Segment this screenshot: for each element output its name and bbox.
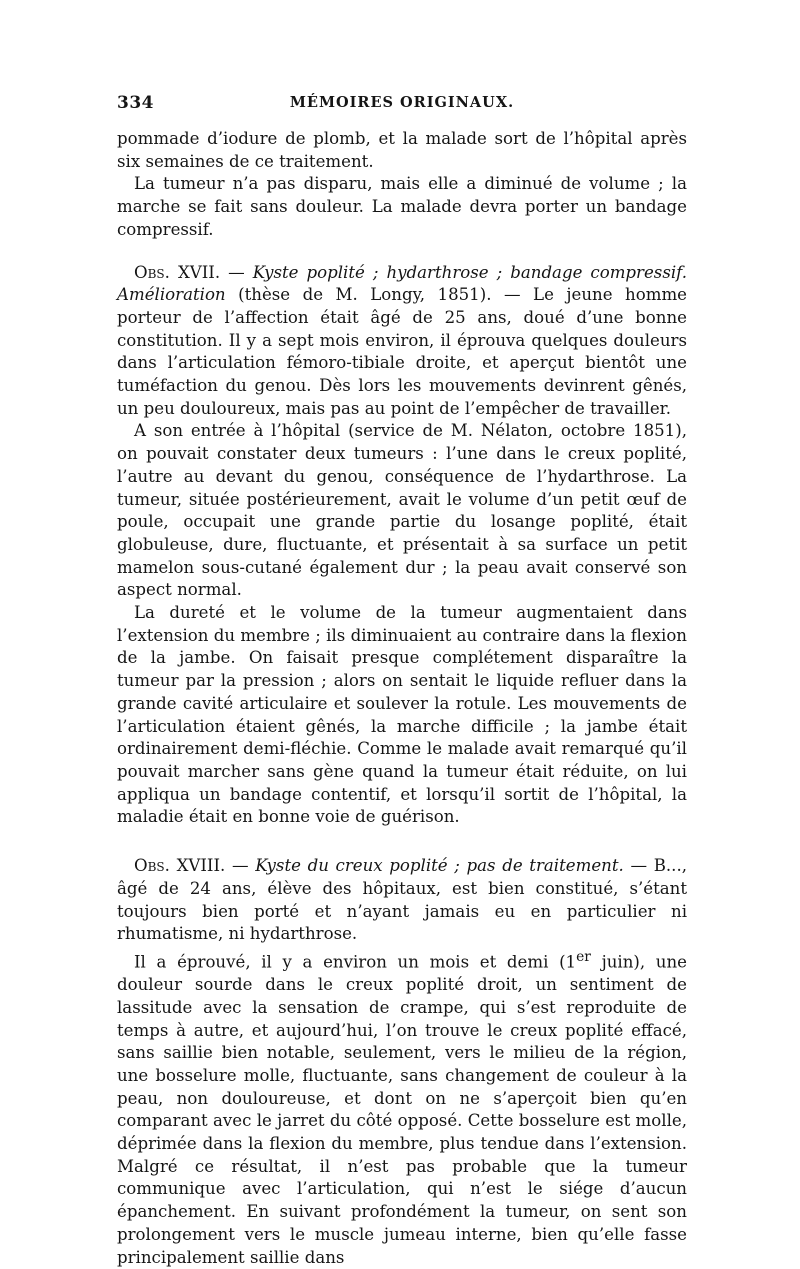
paragraph xyxy=(117,173,687,241)
paragraph-text: A son entrée à l’hôpital (service de M. Nélaton, octobre 1851), on pouvait constater deux tumeurs : l’une dans le creux poplité, l’autre au devant du genou, conséquence de l’hydarthrose. La tumeur, située postérieurement, avait le volume d’un petit œuf de poule, occupait une grande partie du losange poplité, était globuleuse, dure, fluctuante, et présentait à sa surface un petit mamelon sous-cutané également dur ; la peau avait conservé son aspect normal. xyxy=(117,421,687,600)
running-head xyxy=(117,93,687,121)
body-text xyxy=(117,128,687,1269)
observation-label: Obs. XVII. xyxy=(134,262,221,282)
observation-dash: — xyxy=(225,856,256,876)
paragraph-text: La tumeur n’a pas disparu, mais elle a diminué de volume ; la marche se fait sans douleur. La malade devra porter un bandage compressif. xyxy=(117,174,687,239)
paragraph xyxy=(117,946,687,1269)
paragraph-text: — B..., âgé de 24 ans, élève des hôpitaux, est bien constitué, s’étant toujours bien porté et n’ayant jamais eu en particulier ni rhumatisme, ni hydarthrose. xyxy=(117,856,687,944)
paragraph xyxy=(117,128,687,173)
paragraph-text: juin), une douleur sourde dans le creux poplité droit, un sentiment de lassitude avec la sensation de crampe, qui s’est reproduite de temps à autre, et aujourd’hui, l’on trouve le creux poplité effacé, sans saillie bien notable, seulement, vers le milieu de la région, une bosselure molle, fluctuante, sans changement de couleur à la peau, non douloureuse, et dont on ne s’aperçoit bien qu’en comparant avec le jarret du côté opposé. Cette bosselure est molle, déprimée dans la flexion du membre, plus tendue dans l’extension. Malgré ce résultat, il n’est pas probable que la tumeur communique avec l’articulation, qui n’est le siége d’aucun épanchement. En suivant profondément la tumeur, on sent son prolongement vers le muscle jumeau interne, bien qu’elle fasse principalement saillie dans xyxy=(117,952,687,1267)
observation-label: Obs. XVIII. xyxy=(134,856,226,876)
observation-title: Kyste poplité ; hydarthrose ; bandage compressif. Amélioration xyxy=(117,262,687,305)
journal-title: MÉMOIRES ORIGINAUX. xyxy=(289,94,515,111)
observation-xviii xyxy=(117,855,687,946)
paragraph-text-lead: Il a éprouvé, il y a environ un mois et demi (1 xyxy=(134,952,577,972)
page-number: 334 xyxy=(117,93,154,113)
observation-xvii xyxy=(117,262,687,421)
paragraph xyxy=(117,420,687,602)
paragraph xyxy=(117,602,687,829)
paragraph-text: (thèse de M. Longy, 1851). — Le jeune homme porteur de l’affection était âgé de 25 ans, doué d’une bonne constitution. Il y a sept mois environ, il éprouva quelques douleurs dans l’articulation fémoro-tibiale droite, et aperçut bientôt une tuméfaction du genou. Dès lors les mouvements devinrent gênés, un peu douloureux, mais pas au point de l’empêcher de travailler. xyxy=(117,285,687,418)
paragraph-text: pommade d’iodure de plomb, et la malade sort de l’hôpital après six semaines de ce traitement. xyxy=(117,129,687,171)
observation-dash: — xyxy=(220,262,253,282)
observation-title: Kyste du creux poplité ; pas de traitement. xyxy=(255,856,624,876)
ordinal-superscript: er xyxy=(576,948,591,965)
paragraph-text: La dureté et le volume de la tumeur augmentaient dans l’extension du membre ; ils diminuaient au contraire dans la flexion de la jambe. On faisait presque complétement disparaître la tumeur par la pression ; alors on sentait le liquide refluer dans la grande cavité articulaire et soulever la rotule. Les mouvements de l’articulation étaient gênés, la marche difficile ; la jambe était ordinairement demi-fléchie. Comme le malade avait remarqué qu’il pouvait marcher sans gène quand la tumeur était réduite, on lui appliqua un bandage contentif, et lorsqu’il sortit de l’hôpital, la maladie était en bonne voie de guérison. xyxy=(117,603,687,827)
